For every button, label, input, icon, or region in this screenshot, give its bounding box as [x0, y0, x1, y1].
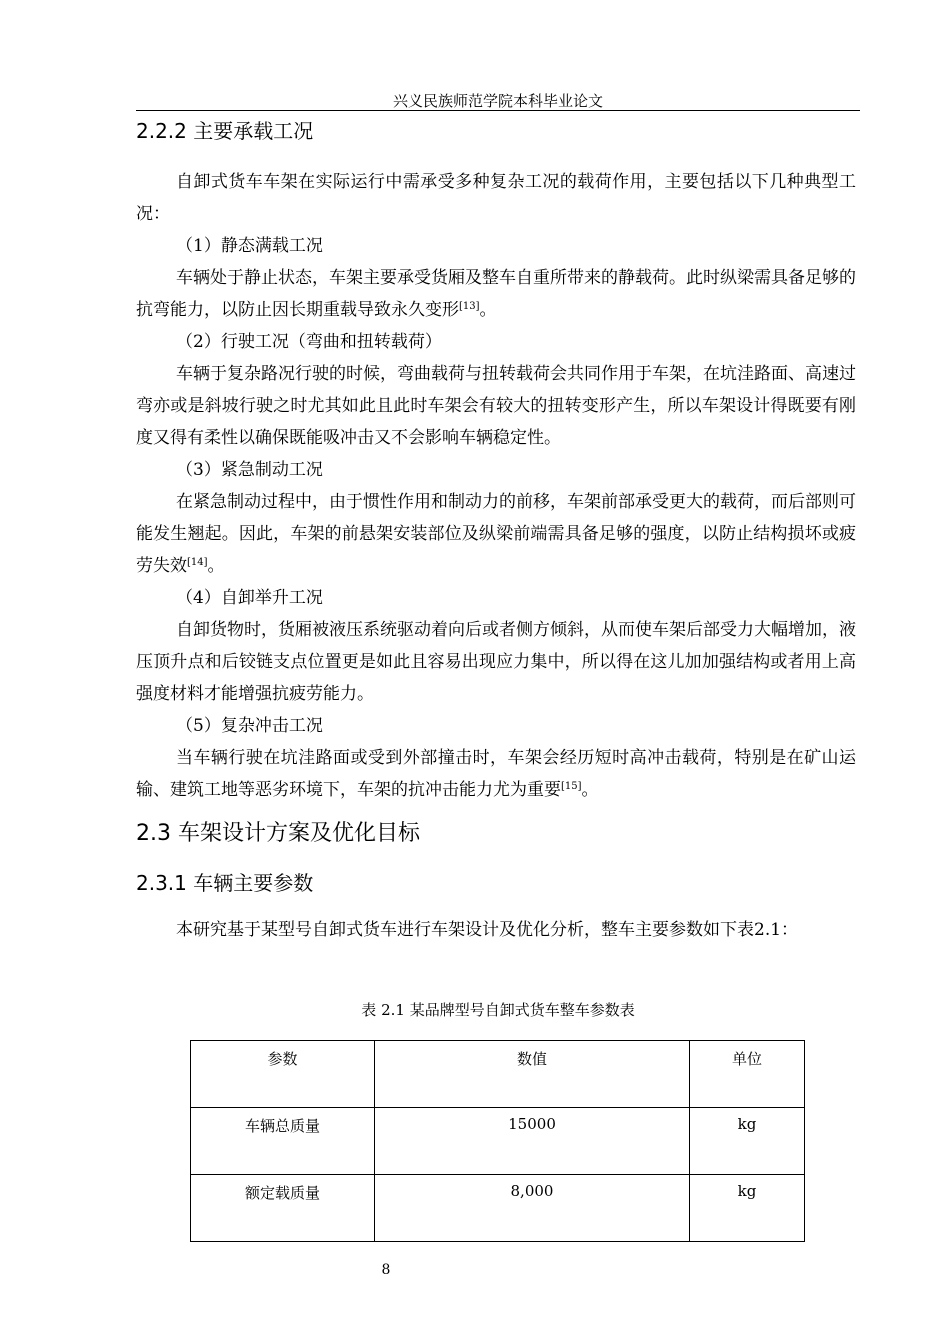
table-cell-unit: kg [690, 1175, 805, 1242]
heading-2-3: 2.3 车架设计方案及优化目标 [136, 821, 420, 846]
case-3-text: 在紧急制动过程中，由于惯性作用和制动力的前移，车架前部承受更大的载荷，而后部则可能发生翘起。因此，车架的前悬架安装部位及纵梁前端需具备足够的强度，以防止结构损坏或疲劳失效 [136, 492, 856, 576]
case-3-period: 。 [207, 556, 225, 576]
page-number: 8 [381, 1262, 391, 1278]
case-2-body: 车辆于复杂路况行驶的时候，弯曲载荷与扭转载荷会共同作用于车架，在坑洼路面、高速过弯亦或是斜坡行驶之时尤其如此且此时车架会有较大的扭转变形产生，所以车架设计得既要有刚度又得有柔性以确保既能吸冲击又不会影响车辆稳定性。 [136, 364, 856, 448]
vehicle-params-table [190, 1040, 805, 1242]
case-1-period: 。 [479, 300, 497, 320]
table-cell-param: 额定载质量 [191, 1175, 375, 1242]
citation-13: [13] [459, 301, 480, 312]
paragraph-intro: 自卸式货车车架在实际运行中需承受多种复杂工况的载荷作用，主要包括以下几种典型工况： [136, 172, 856, 224]
case-1-title: （1）静态满载工况 [176, 236, 323, 256]
running-header: 兴义民族师范学院本科毕业论文 [392, 92, 603, 110]
case-1-body [136, 262, 856, 326]
header-cell-unit: 单位 [690, 1041, 805, 1108]
table-row [191, 1108, 805, 1175]
table-caption: 表 2.1 某品牌型号自卸式货车整车参数表 [361, 1001, 635, 1019]
table-cell-param: 车辆总质量 [191, 1108, 375, 1175]
table-cell-unit: kg [690, 1108, 805, 1175]
paragraph-params-intro: 本研究基于某型号自卸式货车进行车架设计及优化分析，整车主要参数如下表2.1： [176, 920, 799, 940]
header-cell-param: 参数 [191, 1041, 375, 1108]
case-5-period: 。 [581, 780, 599, 800]
case-3-title: （3）紧急制动工况 [176, 460, 323, 480]
case-5-title: （5）复杂冲击工况 [176, 716, 323, 736]
case-4-body: 自卸货物时，货厢被液压系统驱动着向后或者侧方倾斜，从而使车架后部受力大幅增加，液压顶升点和后铰链支点位置更是如此且容易出现应力集中，所以得在这儿加加强结构或者用上高强度材料才能增强抗疲劳能力。 [136, 620, 856, 704]
table-header-row [191, 1041, 805, 1108]
table-cell-value: 15000 [375, 1108, 690, 1175]
table-cell-value: 8,000 [375, 1175, 690, 1242]
heading-2-3-1: 2.3.1 车辆主要参数 [136, 871, 314, 895]
case-1-text: 车辆处于静止状态，车架主要承受货厢及整车自重所带来的静载荷。此时纵梁需具备足够的抗弯能力，以防止因长期重载导致永久变形 [136, 268, 856, 320]
case-4-title: （4）自卸举升工况 [176, 588, 323, 608]
case-5-body [136, 742, 856, 806]
case-3-body [136, 486, 856, 582]
citation-15: [15] [561, 781, 582, 792]
header-cell-value: 数值 [375, 1041, 690, 1108]
case-5-text: 当车辆行驶在坑洼路面或受到外部撞击时，车架会经历短时高冲击载荷，特别是在矿山运输、建筑工地等恶劣环境下，车架的抗冲击能力尤为重要 [136, 748, 856, 800]
table-row [191, 1175, 805, 1242]
citation-14: [14] [187, 557, 208, 568]
case-2-title: （2）行驶工况（弯曲和扭转载荷） [176, 332, 442, 352]
header-rule [136, 110, 860, 111]
heading-2-2-2: 2.2.2 主要承载工况 [136, 119, 314, 143]
